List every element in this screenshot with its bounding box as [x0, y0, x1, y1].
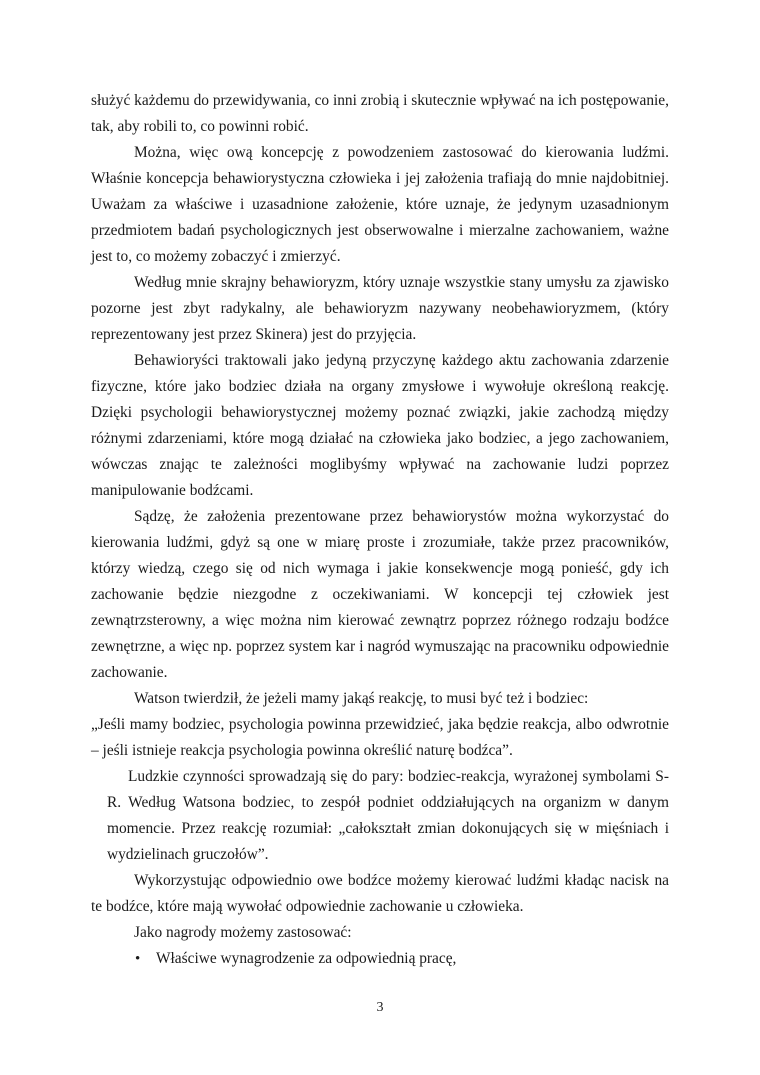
paragraph-7: Ludzkie czynności sprowadzają się do pary: bodziec-reakcja, wyrażonej symbolami S-R. Według Watsona bodziec, to zespół podniet oddziałujących na organizm w danym momencie. Przez reakcję rozumiał: „całokształt zmian dokonujących się w mięśniach i wydzielinach gruczołów”. — [107, 768, 669, 863]
paragraph-5: Sądzę, że założenia prezentowane przez behawiorystów można wykorzystać do kierowania ludźmi, gdyż są one w miarę proste i zrozumiałe, także przez pracowników, którzy wiedzą, czego się od nich wymaga i jakie konsekwencje mogą ponieść, gdy ich zachowanie będzie niezgodne z oczekiwaniami. W koncepcji tej człowiek jest zewnątrzsterowny, a więc można nim kierować zewnątrz poprzez różnego rodzaju bodźce zewnętrzne, a więc np. poprzez system kar i nagród wymuszając na pracowniku odpowiednie zachowanie. — [91, 508, 669, 681]
paragraph-4: Behawioryści traktowali jako jedyną przyczynę każdego aktu zachowania zdarzenie fizyczne, które jako bodziec działa na organy zmysłowe i wywołuje określoną reakcję. Dzięki psychologii behawiorystycznej możemy poznać związki, jakie zachodzą między różnymi zdarzeniami, które mogą działać na człowieka jako bodziec, a jego zachowaniem, wówczas znając te zależności moglibyśmy wpływać na zachowanie ludzi poprzez manipulowanie bodźcami. — [91, 352, 669, 499]
paragraph-8: Wykorzystując odpowiednio owe bodźce możemy kierować ludźmi kładąc nacisk na te bodźce, które mają wywołać odpowiednie zachowanie u człowieka. — [91, 872, 669, 915]
paragraph-1: służyć każdemu do przewidywania, co inni zrobią i skutecznie wpływać na ich postępowanie, tak, aby robili to, co powinni robić. — [91, 92, 669, 135]
list-item — [91, 946, 669, 972]
document-body — [91, 88, 669, 972]
paragraph-9: Jako nagrody możemy zastosować: — [134, 924, 352, 941]
paragraph-2: Można, więc ową koncepcję z powodzeniem zastosować do kierowania ludźmi. Właśnie koncepcja behawiorystyczna człowieka i jej założenia trafiają do mnie najdobitniej. Uważam za właściwe i uzasadnione założenie, które uznaje, że jedynym uzasadnionym przedmiotem badań psychologicznych jest obserwowalne i mierzalne zachowaniem, ważne jest to, co możemy zobaczyć i zmierzyć. — [91, 144, 669, 265]
paragraph-3: Według mnie skrajny behawioryzm, który uznaje wszystkie stany umysłu za zjawisko pozorne jest zbyt radykalny, ale behawioryzm nazywany neobehawioryzmem, (który reprezentowany jest przez Skinera) jest do przyjęcia. — [91, 274, 669, 343]
list-item-text: Właściwe wynagrodzenie za odpowiednią pracę, — [156, 950, 457, 967]
rewards-list — [91, 946, 669, 972]
page-number: 3 — [376, 1000, 384, 1015]
bullet-icon: • — [135, 951, 141, 967]
quote-paragraph: „Jeśli mamy bodziec, psychologia powinna przewidzieć, jaka będzie reakcja, albo odwrotnie – jeśli istnieje reakcja psychologia powinna określić naturę bodźca”. — [91, 716, 669, 759]
paragraph-6: Watson twierdził, że jeżeli mamy jakąś reakcję, to musi być też i bodziec: — [134, 690, 589, 707]
